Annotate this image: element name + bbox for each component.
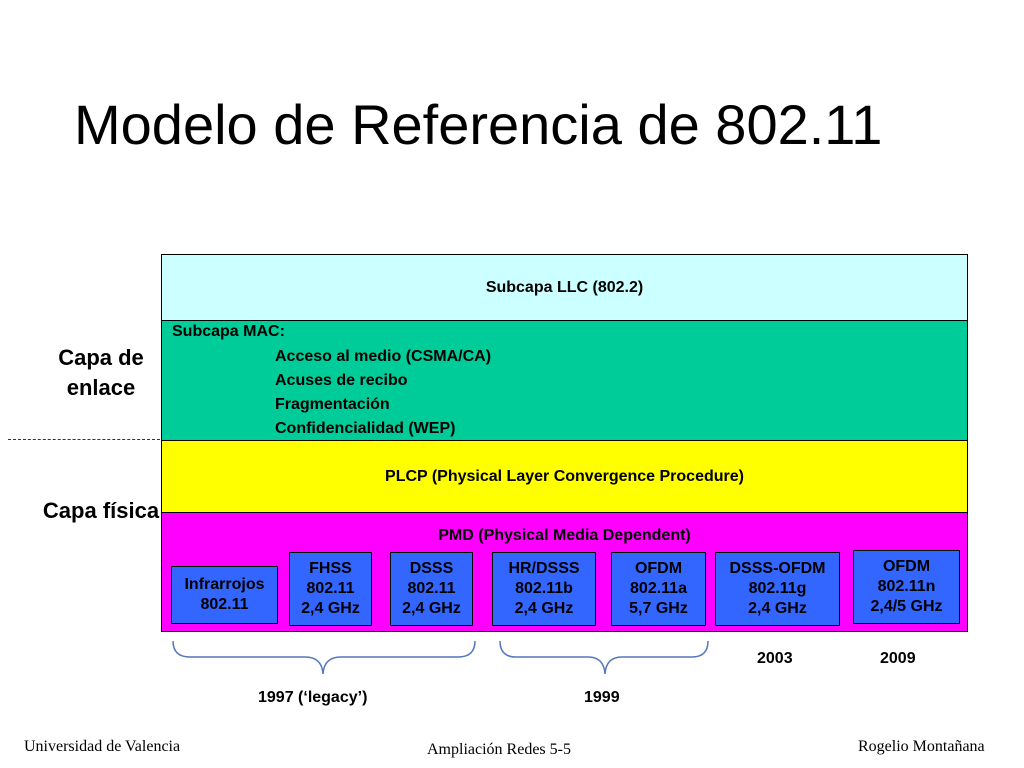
pmd-label: PMD (Physical Media Dependent) (438, 527, 691, 544)
phy-frequency: 2,4 GHz (514, 600, 574, 617)
year-1997-label: 1997 (‘legacy’) (258, 689, 368, 706)
plcp-label: PLCP (Physical Layer Convergence Procedure) (385, 468, 744, 485)
llc-label: Subcapa LLC (802.2) (485, 279, 644, 296)
phy-standard: 802.11b (515, 580, 573, 597)
brace-1997 (173, 641, 475, 674)
phy-name: OFDM (882, 558, 931, 575)
mac-item-fragmentation: Fragmentación (275, 396, 390, 413)
year-1999-label: 1999 (584, 689, 620, 706)
physical-layer-label: Capa física (42, 498, 160, 523)
footer-right: Rogelio Montañana (858, 738, 985, 755)
phy-frequency: 2,4 GHz (402, 600, 461, 617)
footer-center: Ampliación Redes 5-5 (427, 741, 571, 758)
phy-frequency: 2,4/5 GHz (870, 598, 943, 615)
phy-name: DSSS (409, 560, 454, 577)
mac-item-access: Acceso al medio (CSMA/CA) (275, 348, 492, 365)
phy-frequency: 2,4 GHz (301, 600, 360, 617)
slide-title: Modelo de Referencia de 802.11 (74, 93, 883, 156)
phy-name: OFDM (634, 560, 683, 577)
mac-item-ack: Acuses de recibo (275, 372, 408, 389)
mac-title: Subcapa MAC: (172, 323, 285, 340)
phy-standard: 802.11a (630, 580, 687, 597)
link-layer-label: Capa de enlace (58, 345, 144, 400)
phy-frequency: 2,4 GHz (748, 600, 807, 617)
phy-name: FHSS (309, 560, 352, 577)
phy-name: HR/DSSS (508, 560, 580, 577)
phy-name: Infrarrojos (184, 576, 265, 593)
footer-left: Universidad de Valencia (24, 738, 181, 755)
mac-item-confidentiality: Confidencialidad (WEP) (275, 420, 456, 437)
year-2009-label: 2009 (880, 650, 916, 667)
phy-standard: 802.11n (877, 578, 936, 595)
phy-name: DSSS-OFDM (729, 560, 826, 577)
phy-standard: 802.11 (306, 580, 355, 597)
phy-standard: 802.11 (200, 596, 249, 613)
phy-standard: 802.11g (748, 580, 807, 597)
phy-frequency: 5,7 GHz (629, 600, 688, 617)
phy-standard: 802.11 (407, 580, 456, 597)
year-2003-label: 2003 (757, 650, 793, 667)
brace-1999 (500, 641, 708, 674)
